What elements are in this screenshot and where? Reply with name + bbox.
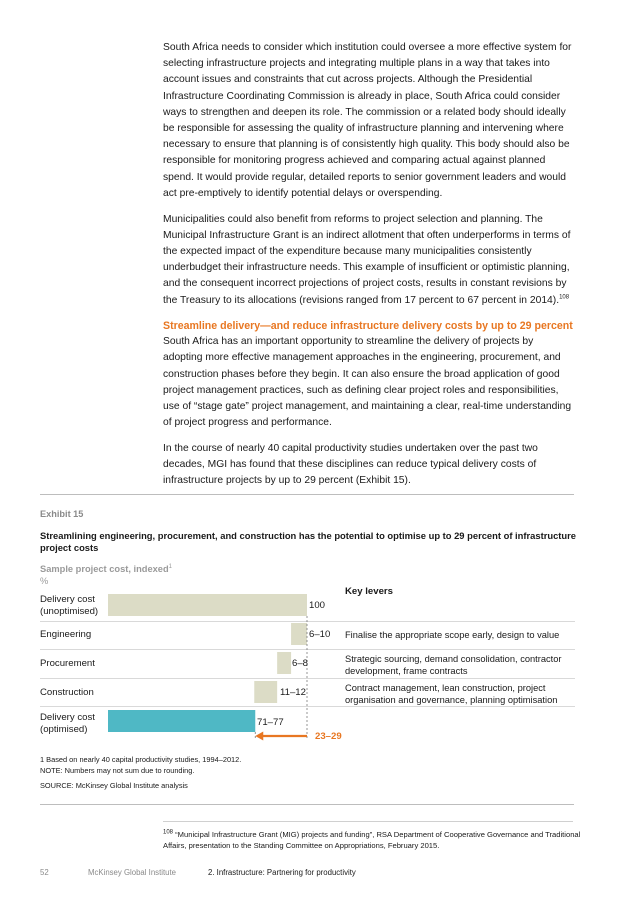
value-label-construction: 11–12 (280, 687, 306, 698)
row-separator (40, 621, 575, 622)
exhibit-notes (40, 755, 241, 776)
paragraph-4: In the course of nearly 40 capital productivity studies undertaken over the past two decades, MGI has found that these disciplines can reduce typical delivery costs of infrastructure projects by up to 29 percent (Exhibit 15). (163, 442, 538, 487)
body-text (163, 40, 575, 499)
lever-line: Strategic sourcing, demand consolidation, contractor (345, 654, 562, 664)
paragraph-3: South Africa has an important opportunity to streamline the delivery of projects by adopting more effective management approaches in the engineering, procurement, and construction phases before they begin. It can also ensure the broad application of good project management practices, such as defining clear project roles and responsibilities, use of “stage gate” project management, and maintaining a clear, real-time understanding of project progress and performance. (163, 336, 572, 429)
row-label-unoptimised (40, 594, 98, 617)
row-label-line: (unoptimised) (40, 605, 99, 617)
row-label-line: (optimised) (40, 723, 88, 735)
savings-arrow-head (255, 732, 263, 741)
row-label-engineering: Engineering (40, 629, 92, 640)
row-separator (40, 649, 575, 650)
lever-line: Contract management, lean construction, project (345, 683, 546, 693)
row-label-line: Delivery cost (40, 594, 95, 605)
bar-construction (254, 681, 277, 703)
exhibit-top-rule (40, 494, 574, 495)
note-2: NOTE: Numbers may not sum due to rounding. (40, 765, 195, 775)
row-separator (40, 678, 575, 679)
bar-unoptimised (108, 594, 307, 616)
axis-title-ref: 1 (168, 563, 172, 570)
lever-construction (345, 682, 580, 706)
row-separator (40, 706, 575, 707)
lever-line: organisation and governance, planning optimisation (345, 695, 558, 705)
savings-label: 23–29 (315, 731, 342, 742)
footnote-108 (163, 829, 583, 851)
axis-title-text: Sample project cost, indexed (40, 564, 169, 574)
paragraph-2 (163, 212, 575, 309)
exhibit-label: Exhibit 15 (40, 509, 84, 519)
paragraph-2-text: Municipalities could also benefit from reforms to project selection and planning. The Municipal Infrastructure Grant is an indirect allotment that often underperforms in terms of the expected impact of the expenditure because many municipalities consistently underbudget their infrastructure needs. This example of insufficient or optimistic planning, and the consequent incorrect projections of project costs, results in constant revisions by the Treasury to its allocations (revisions ranged from 17 percent to 67 percent in 2014). (163, 213, 571, 306)
note-1: 1 Based on nearly 40 capital productivity studies, 1994–2012. (40, 755, 242, 764)
row-label-optimised (40, 712, 95, 735)
row-label-construction: Construction (40, 687, 94, 698)
footnote-ref-108: 108 (559, 294, 570, 301)
value-label-engineering: 6–10 (309, 629, 331, 640)
publisher-name: McKinsey Global Institute (88, 868, 176, 877)
row-label-procurement: Procurement (40, 658, 95, 669)
footnote-text: “Municipal Infrastructure Grant (MIG) projects and funding”, RSA Department of Cooperative Governance and Traditional Affairs, presentation to the Standing Committee on Appropriations, February 2015. (163, 830, 581, 850)
section-heading: Streamline delivery—and reduce infrastructure delivery costs by up to 29 percent (163, 320, 573, 333)
chapter-title: 2. Infrastructure: Partnering for productivity (208, 868, 356, 877)
axis-unit: % (40, 576, 49, 586)
footnote-rule (163, 821, 573, 822)
value-label-procurement: 6–8 (292, 658, 309, 669)
bar-optimised (108, 710, 255, 732)
key-levers-title: Key levers (345, 586, 394, 597)
row-label-line: Delivery cost (40, 712, 95, 723)
bar-engineering (291, 623, 307, 645)
exhibit-bottom-rule (40, 804, 574, 805)
lever-engineering: Finalise the appropriate scope early, design to value (345, 630, 560, 640)
paragraph-1: South Africa needs to consider which institution could oversee a more effective system for selecting infrastructure projects and integrating multiple plans in a way that takes into account issues and constraints that cut across projects. Although the Presidential Infrastructure Coordinating Commission is already in place, South Africa could consider ways to strengthen and deepen its role. The commission or a related body should ideally be responsible for assessing the quality of infrastructure planning and intervening where necessary to ensure that planning is of consistently high quality. This body should also be responsible for monitoring progress achieved and comparing actual against planned spend. It would provide regular, detailed reports to senior government leaders and would act pre-emptively to identify potential delays or overspending. (163, 42, 572, 199)
page-number: 52 (40, 868, 49, 877)
value-label-unoptimised: 100 (309, 600, 326, 611)
exhibit-source: SOURCE: McKinsey Global Institute analysis (40, 781, 188, 790)
exhibit-title: Streamlining engineering, procurement, and construction has the potential to optimise up to 29 percent of infrastructure project costs (40, 530, 577, 553)
lever-line: development, frame contracts (345, 666, 468, 676)
bar-procurement (277, 652, 291, 674)
lever-procurement (345, 653, 580, 677)
footnote-number: 108 (163, 829, 174, 836)
axis-title (40, 564, 172, 574)
value-label-optimised: 71–77 (257, 717, 284, 728)
